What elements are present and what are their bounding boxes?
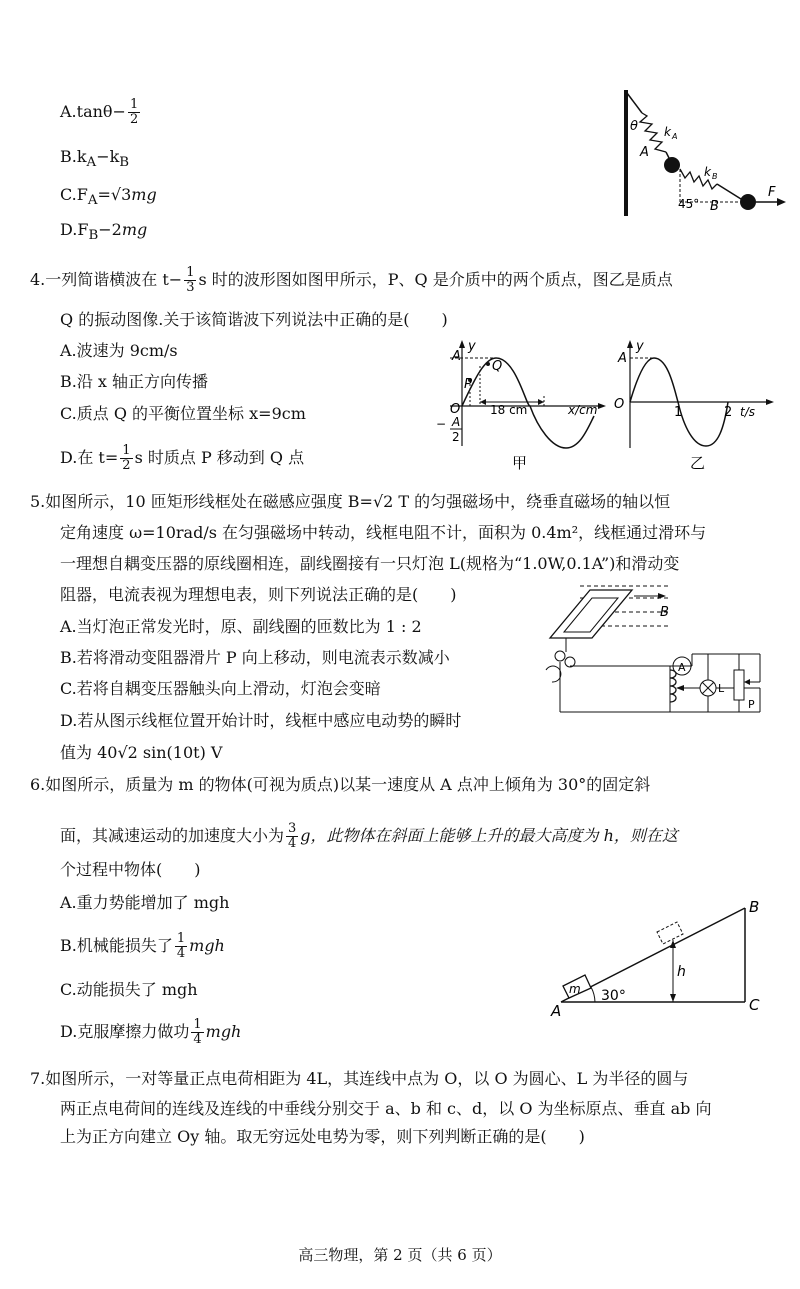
q4-option-d-a: D.在 t= xyxy=(60,448,119,467)
q3-option-c-mg: mg xyxy=(131,185,157,204)
q6-option-b-a: B.机械能损失了 xyxy=(60,936,173,955)
sub: B xyxy=(119,155,130,171)
q5-option-b: B.若将滑动变阻器滑片 P 向上移动，则电流表示数减小 xyxy=(60,648,450,667)
q7-line1: 7.如图所示，一对等量正点电荷相距为 4L，其连线中点为 O，以 O 为圆心、L 为半径的圆与 xyxy=(30,1069,689,1088)
q3-spring-figure xyxy=(600,88,790,223)
q3-option-d-text: D.F xyxy=(60,220,89,239)
q4-option-d xyxy=(60,444,304,473)
q4-option-d-b: s 时质点 P 移动到 Q 点 xyxy=(134,448,305,467)
sub: A xyxy=(86,155,97,171)
q3-option-d xyxy=(60,219,147,247)
q3-option-c-text: C.F xyxy=(60,185,88,204)
minus-sign: − xyxy=(436,417,447,431)
q4-wave-figure-jia xyxy=(430,338,610,473)
frac-num: 3 xyxy=(288,821,297,836)
q5-line1: 5.如图所示，10 匝矩形线框处在磁感应强度 B=√2 T 的匀强磁场中，绕垂直磁场的轴以恒 xyxy=(30,492,671,511)
point-a: A xyxy=(551,1002,562,1020)
angle-30: 30° xyxy=(601,988,626,1004)
angle-45: 45° xyxy=(678,197,700,211)
point-c: C xyxy=(749,996,760,1014)
q7-line3: 上为正方向建立 Oy 轴。取无穷远处电势为零，则下列判断正确的是( ) xyxy=(60,1127,585,1146)
q3-option-b xyxy=(60,146,129,174)
label-b: B xyxy=(710,199,719,214)
ka-label: k xyxy=(664,125,671,139)
q4-stem-a: 4.一列简谐横波在 t− xyxy=(30,270,183,289)
jia-q: Q xyxy=(492,359,503,374)
jia-distance: 18 cm xyxy=(490,403,528,417)
q6-line2-b: g，此物体在斜面上能够上升的最大高度为 h，则在这 xyxy=(300,826,678,845)
jia-origin: O xyxy=(450,402,461,417)
q5-option-c: C.若将自耦变压器触头向上滑动，灯泡会变暗 xyxy=(60,679,381,698)
q6-option-b-fraction xyxy=(175,932,187,961)
q6-option-d xyxy=(60,1018,241,1047)
q4-option-a: A.波速为 9cm/s xyxy=(60,341,178,360)
q4-stem-b: s 时的波形图如图甲所示，P、Q 是介质中的两个质点，图乙是质点 xyxy=(198,270,673,289)
q7-line2: 两正点电荷间的连线及连线的中垂线分别交于 a、b 和 c、d，以 O 为坐标原点、垂直 ab 向 xyxy=(60,1099,712,1118)
frac-den: 3 xyxy=(186,280,195,295)
q4-stem-fraction xyxy=(184,266,196,295)
sub: A xyxy=(87,193,98,209)
q5-line4: 阻器，电流表视为理想电表，则下列说法正确的是( ) xyxy=(60,585,457,604)
q6-line3: 个过程中物体( ) xyxy=(60,860,201,879)
ka-sub: A xyxy=(672,132,678,141)
slider-p: P xyxy=(748,698,755,711)
frac-num: 1 xyxy=(186,265,195,280)
q5-option-d: D.若从图示线框位置开始计时，线框中感应电动势的瞬时 xyxy=(60,711,462,730)
q5-transformer-figure xyxy=(520,582,785,722)
jia-y: y xyxy=(468,339,476,354)
q5-option-a: A.当灯泡正常发光时，原、副线圈的匝数比为 1 : 2 xyxy=(60,617,422,636)
mass-m: m xyxy=(569,982,581,996)
frac-num: 1 xyxy=(122,443,131,458)
q3-option-d-mg: mg xyxy=(121,220,148,239)
q3-option-c-mid: =√3 xyxy=(97,185,132,204)
jia-p: P xyxy=(464,377,472,392)
yi-y: y xyxy=(636,339,644,354)
q3-option-a xyxy=(60,98,142,127)
q6-incline-figure xyxy=(545,890,775,1020)
yi-tick-1: 1 xyxy=(674,405,683,420)
q3-option-a-fraction xyxy=(128,98,140,127)
yi-origin: O xyxy=(614,397,625,412)
q6-line2-fraction xyxy=(286,822,298,851)
q5-line3: 一理想自耦变压器的原线圈相连，副线圈接有一只灯泡 L(规格为“1.0W,0.1A”)和滑动变 xyxy=(60,554,680,573)
jia-neg-amp: A xyxy=(452,415,461,429)
q6-option-d-a: D.克服摩擦力做功 xyxy=(60,1022,190,1041)
frac-den: 4 xyxy=(193,1032,202,1047)
q3-option-c xyxy=(60,184,157,212)
q6-line1: 6.如图所示，质量为 m 的物体(可视为质点)以某一速度从 A 点冲上倾角为 30°的固定斜 xyxy=(30,775,651,794)
ball-b xyxy=(740,194,756,210)
q5-line2: 定角速度 ω=10rad/s 在匀强磁场中转动，线框电阻不计，面积为 0.4m²，线框通过滑环与 xyxy=(60,523,707,542)
q6-option-b xyxy=(60,932,225,961)
q3-option-a-text: A.tanθ− xyxy=(60,102,126,121)
ammeter-label: A xyxy=(678,661,686,674)
q6-option-d-b: mgh xyxy=(205,1022,242,1041)
q4-option-d-fraction xyxy=(120,444,132,473)
force-label: F xyxy=(768,185,776,200)
q6-line2-a: 面，其减速运动的加速度大小为 xyxy=(60,826,285,845)
caption-jia: 甲 xyxy=(512,454,528,472)
sub: B xyxy=(88,228,99,244)
jia-x-axis: x/cm xyxy=(568,403,598,417)
q5-option-d-cont: 值为 40√2 sin(10t) V xyxy=(60,743,223,762)
q4-stem-line2: Q 的振动图像.关于该简谐波下列说法中正确的是( ) xyxy=(60,310,448,329)
q6-option-d-fraction xyxy=(191,1018,203,1047)
frac-den: 2 xyxy=(129,112,139,127)
caption-yi: 乙 xyxy=(690,454,706,472)
kb-sub: B xyxy=(712,172,718,181)
q6-option-b-b: mgh xyxy=(189,936,225,955)
q4-option-c: C.质点 Q 的平衡位置坐标 x=9cm xyxy=(60,404,306,423)
q4-vibration-figure-yi xyxy=(610,338,780,473)
lamp-label: L xyxy=(718,682,725,695)
yi-amp: A xyxy=(618,351,627,366)
q3-option-b-text: B.k xyxy=(60,147,87,166)
q3-option-d-mid: −2 xyxy=(98,220,122,239)
field-b: B xyxy=(660,605,669,620)
page-footer: 高三物理，第 2 页（共 6 页） xyxy=(298,1246,502,1264)
point-b: B xyxy=(749,898,760,916)
yi-t-axis: t/s xyxy=(740,405,755,419)
q6-option-a: A.重力势能增加了 mgh xyxy=(60,893,230,912)
ball-a xyxy=(664,157,680,173)
q4-stem-line1 xyxy=(30,266,673,295)
frac-num: 1 xyxy=(129,97,139,112)
jia-amp: A xyxy=(452,349,461,364)
frac-num: 1 xyxy=(176,931,186,946)
height-h: h xyxy=(677,964,686,980)
jia-neg-two: 2 xyxy=(452,430,460,444)
q4-option-b: B.沿 x 轴正方向传播 xyxy=(60,372,209,391)
frac-den: 4 xyxy=(176,946,186,961)
q6-option-c: C.动能损失了 mgh xyxy=(60,980,198,999)
q6-line2 xyxy=(60,822,678,851)
theta-label: θ xyxy=(630,119,638,134)
q3-option-b-mid: −k xyxy=(96,147,120,166)
frac-num: 1 xyxy=(193,1017,202,1032)
label-a: A xyxy=(640,145,649,160)
yi-tick-2: 2 xyxy=(724,405,733,420)
kb-label: k xyxy=(704,165,711,179)
frac-den: 2 xyxy=(122,458,131,473)
frac-den: 4 xyxy=(288,836,297,851)
